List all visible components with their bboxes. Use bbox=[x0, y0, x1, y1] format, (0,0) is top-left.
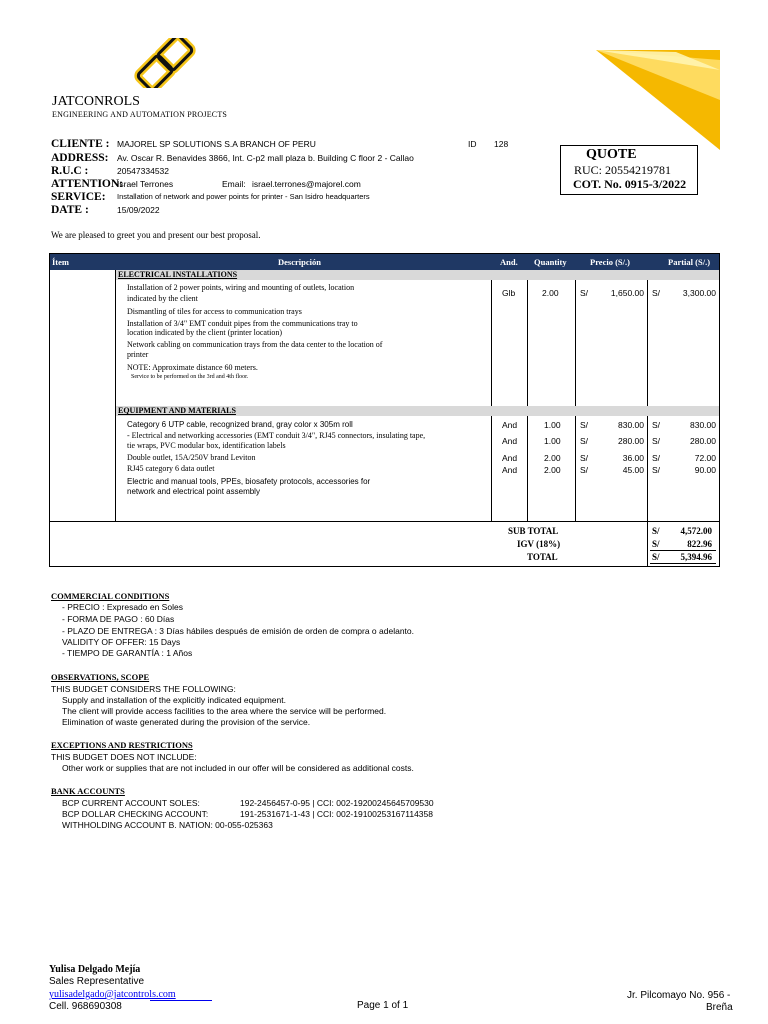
desc-line: Category 6 UTP cable, recognized brand, gray color x 305m roll bbox=[127, 420, 353, 429]
date-label: DATE : bbox=[51, 204, 89, 216]
desc-line: Electric and manual tools, PPEs, biosafety protocols, accessories for bbox=[127, 477, 371, 486]
row-divider bbox=[50, 521, 719, 522]
cell-price: 280.00 bbox=[618, 436, 644, 446]
desc-line: tie wraps, PVC modular box, identification labels bbox=[127, 441, 286, 450]
bank-account-number: 192-2456457-0-95 | CCI: 002-19200245645709530 bbox=[240, 798, 434, 808]
bank-account-name: BCP DOLLAR CHECKING ACCOUNT: bbox=[62, 809, 209, 819]
desc-line: Double outlet, 15A/250V brand Leviton bbox=[127, 453, 256, 462]
exceptions-line: Other work or supplies that are not included in our offer will be considered as additional costs. bbox=[62, 763, 414, 773]
desc-line: network and electrical point assembly bbox=[127, 487, 260, 496]
cell-unit: And bbox=[502, 436, 518, 446]
commercial-line: - PLAZO DE ENTREGA : 3 Días hábiles después de emisión de orden de compra o adelanto. bbox=[62, 626, 414, 636]
commercial-line: - PRECIO : Expresado en Soles bbox=[62, 602, 183, 612]
desc-note: Service to be performed on the 3rd and 4th floor. bbox=[131, 374, 249, 380]
address-value: Av. Oscar R. Benavides 3866, Int. C-p2 mall plaza b. Building C floor 2 - Callao bbox=[117, 153, 414, 163]
th-and: And. bbox=[500, 257, 518, 267]
desc-line: Installation of 3/4" EMT conduit pipes from the communications tray to bbox=[127, 319, 358, 328]
desc-line: RJ45 category 6 data outlet bbox=[127, 464, 215, 473]
cell-unit: And bbox=[502, 453, 518, 463]
desc-line: Network cabling on communication trays from the data center to the location of bbox=[127, 340, 383, 349]
bank-account-number: 191-2531671-1-43 | CCI: 002-19100253167114358 bbox=[240, 809, 433, 819]
cell-partial: 3,300.00 bbox=[682, 288, 716, 298]
quote-number: COT. No. 0915-3/2022 bbox=[573, 177, 687, 191]
company-tagline: ENGINEERING AND AUTOMATION PROJECTS bbox=[52, 110, 228, 119]
cell-currency: S/ bbox=[580, 288, 589, 298]
col-divider bbox=[647, 270, 648, 567]
desc-line: NOTE: Approximate distance 60 meters. bbox=[127, 363, 258, 372]
subtotal-label: SUB TOTAL bbox=[508, 526, 559, 536]
id-value: 128 bbox=[494, 139, 509, 149]
email-value: israel.terrones@majorel.com bbox=[252, 179, 361, 189]
signer-email-link[interactable]: yulisadelgado@jatcontrols.com bbox=[49, 989, 176, 1000]
cell-qty: 2.00 bbox=[544, 453, 561, 463]
cell-unit: And bbox=[502, 420, 518, 430]
cell-unit: Glb bbox=[502, 288, 516, 298]
igv-value: 822.96 bbox=[687, 539, 712, 549]
commercial-line: - TIEMPO DE GARANTÍA : 1 Años bbox=[62, 648, 193, 658]
cell-price: 1,650.00 bbox=[610, 288, 644, 298]
cell-currency: S/ bbox=[652, 288, 661, 298]
th-quantity: Quantity bbox=[534, 257, 567, 267]
subtotal-value: 4,572.00 bbox=[680, 526, 712, 536]
ruc-label: R.U.C : bbox=[51, 165, 89, 177]
signer-cell: Cell. 968690308 bbox=[49, 1001, 122, 1012]
col-divider bbox=[491, 270, 492, 521]
ruc-value: 20547334532 bbox=[117, 166, 170, 176]
total-value: 5,394.96 bbox=[680, 552, 712, 562]
footer-address-line2: Breña bbox=[706, 1002, 733, 1013]
commercial-line: VALIDITY OF OFFER: 15 Days bbox=[62, 637, 181, 647]
bank-withholding: WITHHOLDING ACCOUNT B. NATION: 00-055-025363 bbox=[62, 820, 273, 830]
igv-label: IGV (18%) bbox=[517, 539, 561, 549]
page-number: Page 1 of 1 bbox=[357, 1000, 409, 1011]
section-title-equipment: EQUIPMENT AND MATERIALS bbox=[118, 406, 236, 415]
desc-line: printer bbox=[127, 350, 149, 359]
email-label: Email: bbox=[222, 179, 246, 189]
quote-title: QUOTE bbox=[586, 147, 637, 162]
company-logo bbox=[130, 38, 200, 88]
th-partial: Partial (S/.) bbox=[668, 257, 711, 267]
cell-qty: 1.00 bbox=[544, 436, 561, 446]
cell-currency: S/ bbox=[580, 453, 589, 463]
cell-partial: 830.00 bbox=[690, 420, 716, 430]
cell-currency: S/ bbox=[652, 436, 661, 446]
observations-line: Elimination of waste generated during the provision of the service. bbox=[62, 717, 311, 727]
address-label: ADDRESS: bbox=[51, 152, 109, 164]
th-descripcion: Descripción bbox=[278, 257, 321, 267]
observations-line: The client will provide access facilities to the area where the service will be performed. bbox=[62, 706, 387, 716]
cell-currency: S/ bbox=[652, 465, 661, 475]
cell-currency: S/ bbox=[652, 420, 661, 430]
total-underline bbox=[650, 563, 716, 564]
th-precio: Precio (S/.) bbox=[590, 257, 630, 267]
subtotal-currency: S/ bbox=[652, 526, 660, 536]
exceptions-intro: THIS BUDGET DOES NOT INCLUDE: bbox=[51, 752, 197, 762]
attention-value: Israel Terrones bbox=[117, 179, 174, 189]
commercial-title: COMMERCIAL CONDITIONS bbox=[51, 591, 170, 601]
cliente-value: MAJOREL SP SOLUTIONS S.A BRANCH OF PERU bbox=[117, 139, 316, 149]
desc-line: - Electrical and networking accessories (EMT conduit 3/4", RJ45 connectors, insulating tape, bbox=[127, 431, 426, 440]
cliente-label: CLIENTE : bbox=[51, 138, 110, 150]
col-divider bbox=[115, 270, 116, 521]
desc-line: location indicated by the client (printer location) bbox=[127, 328, 283, 337]
cell-price: 830.00 bbox=[618, 420, 644, 430]
cell-partial: 72.00 bbox=[694, 453, 716, 463]
cell-price: 36.00 bbox=[622, 453, 644, 463]
quote-ruc: RUC: 20554219781 bbox=[574, 163, 672, 177]
exceptions-title: EXCEPTIONS AND RESTRICTIONS bbox=[51, 740, 193, 750]
desc-line: Dismantling of tiles for access to communication trays bbox=[127, 307, 302, 316]
commercial-line: - FORMA DE PAGO : 60 Días bbox=[62, 614, 175, 624]
footer-address-line1: Jr. Pilcomayo No. 956 - bbox=[627, 990, 731, 1001]
col-divider bbox=[527, 270, 528, 521]
corner-decoration bbox=[596, 50, 720, 150]
th-item: Ítem bbox=[52, 257, 69, 267]
bank-title: BANK ACCOUNTS bbox=[51, 786, 125, 796]
cell-partial: 280.00 bbox=[690, 436, 716, 446]
service-label: SERVICE: bbox=[51, 191, 106, 203]
greeting: We are pleased to greet you and present our best proposal. bbox=[51, 230, 261, 240]
col-divider bbox=[575, 270, 576, 521]
bank-account-name: BCP CURRENT ACCOUNT SOLES: bbox=[62, 798, 200, 808]
cell-price: 45.00 bbox=[622, 465, 644, 475]
total-label: TOTAL bbox=[527, 552, 558, 562]
signer-name: Yulisa Delgado Mejía bbox=[49, 964, 141, 975]
cell-qty: 1.00 bbox=[544, 420, 561, 430]
total-underline bbox=[650, 550, 716, 551]
attention-label: ATTENTION: bbox=[51, 178, 123, 190]
total-currency: S/ bbox=[652, 552, 660, 562]
cell-partial: 90.00 bbox=[694, 465, 716, 475]
date-value: 15/09/2022 bbox=[117, 205, 160, 215]
desc-line: indicated by the client bbox=[127, 294, 198, 303]
cell-currency: S/ bbox=[580, 420, 589, 430]
cell-qty: 2.00 bbox=[542, 288, 559, 298]
cell-qty: 2.00 bbox=[544, 465, 561, 475]
cell-currency: S/ bbox=[652, 453, 661, 463]
cell-unit: And bbox=[502, 465, 518, 475]
cell-currency: S/ bbox=[580, 436, 589, 446]
desc-line: Installation of 2 power points, wiring and mounting of outlets, location bbox=[127, 283, 355, 292]
service-value: Installation of network and power points for printer - San Isidro headquarters bbox=[117, 192, 370, 201]
company-name: JATCONROLS bbox=[52, 94, 140, 109]
observations-title: OBSERVATIONS, SCOPE bbox=[51, 672, 150, 682]
email-underline bbox=[150, 1000, 212, 1001]
signer-role: Sales Representative bbox=[49, 976, 145, 987]
igv-currency: S/ bbox=[652, 539, 660, 549]
cell-currency: S/ bbox=[580, 465, 589, 475]
observations-intro: THIS BUDGET CONSIDERS THE FOLLOWING: bbox=[51, 684, 236, 694]
id-label: ID bbox=[468, 139, 477, 149]
section-title-electrical: ELECTRICAL INSTALLATIONS bbox=[118, 270, 238, 279]
observations-line: Supply and installation of the explicitly indicated equipment. bbox=[62, 695, 286, 705]
